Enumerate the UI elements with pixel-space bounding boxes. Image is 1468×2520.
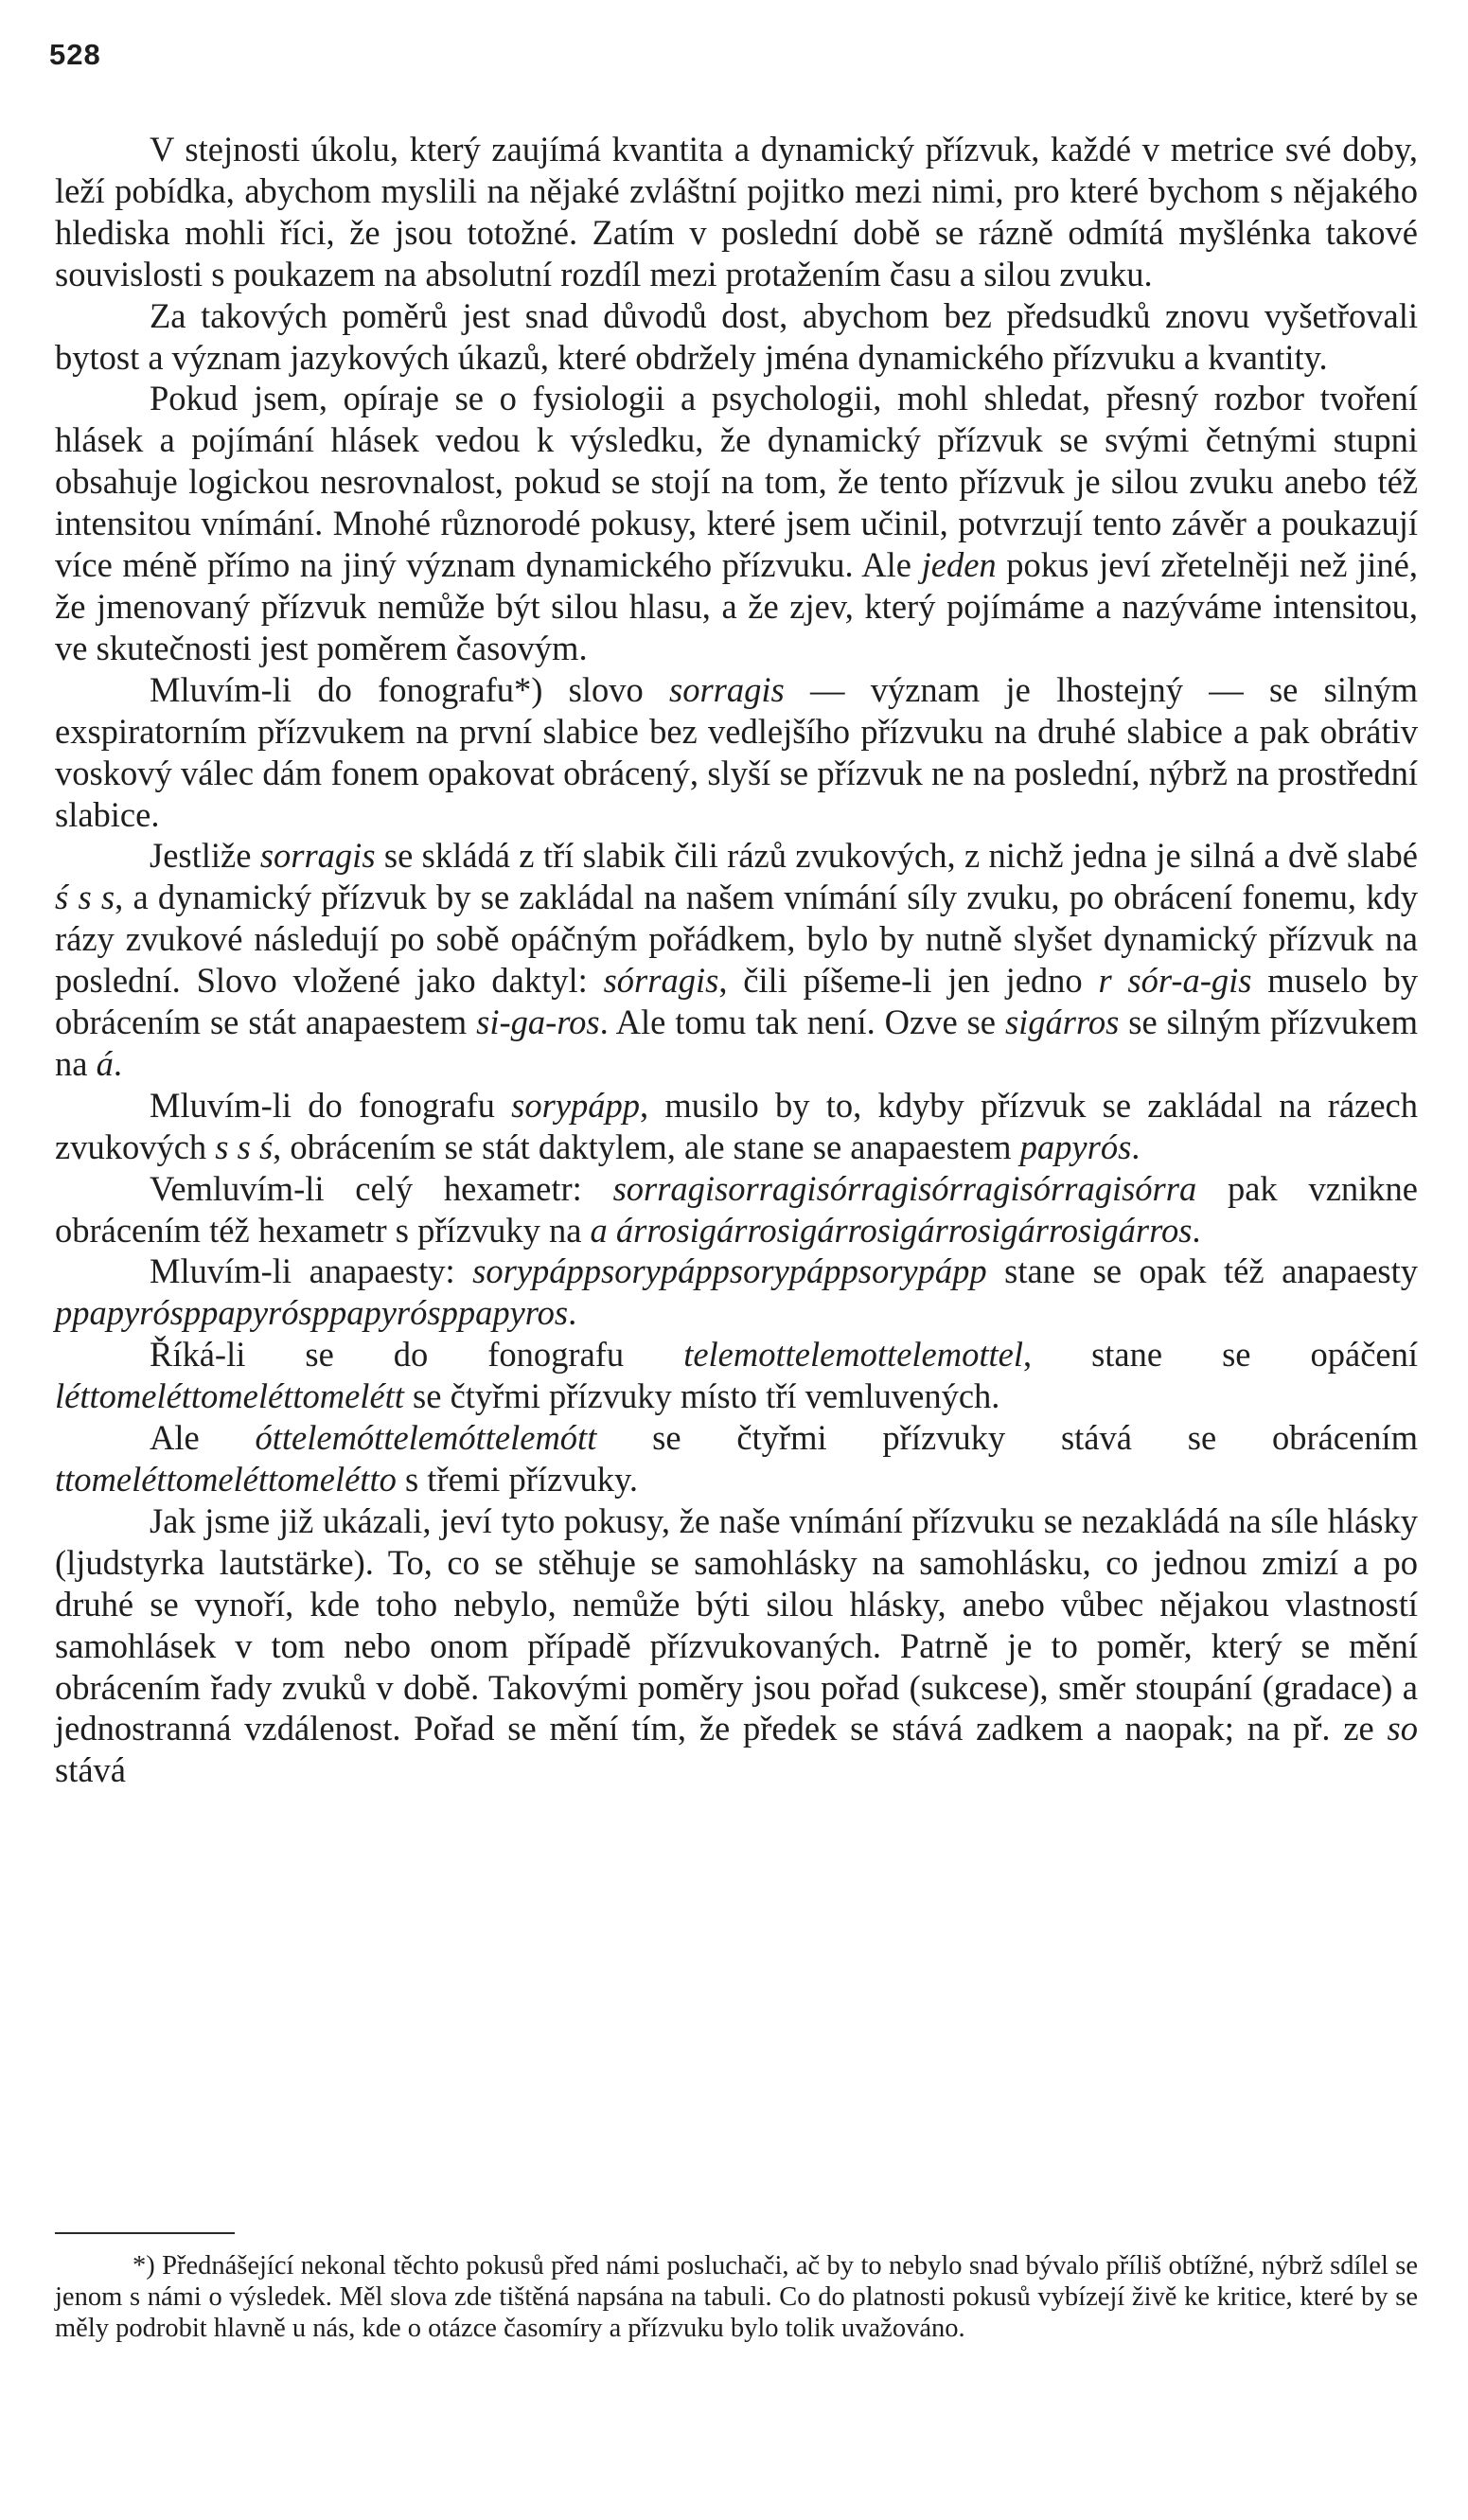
paragraph — [55, 669, 1418, 836]
paragraph — [55, 1168, 1418, 1251]
paragraph — [55, 1334, 1418, 1417]
text-run: stává — [55, 1750, 126, 1790]
text-run: , a dynamický přízvuk by se zakládal na našem vnímání síly zvuku, po obrácení fonemu, kdy rázy zvukové následují po sobě opáčným pořádkem, bylo by nutně slyšet dynamický přízvuk na poslední. Slovo vložené jako daktyl: — [55, 878, 1418, 1001]
italic-term: léttomeléttomeléttomelétt — [55, 1376, 404, 1416]
italic-term: sorypáppsorypáppsorypáppsorypápp — [472, 1251, 987, 1291]
italic-term: si-ga-ros — [476, 1003, 600, 1042]
italic-term: sigárros — [1004, 1003, 1120, 1042]
italic-term: sorragisorragisórragisórragisórragisórra — [612, 1168, 1197, 1208]
italic-term: sorragis — [669, 669, 785, 709]
footnotes — [55, 2251, 1418, 2344]
text-run: s třemi přízvuky. — [396, 1460, 638, 1499]
text-run: , obrácením se stát daktylem, ale stane se anapaestem — [273, 1127, 1020, 1166]
text-run: Mluvím-li do fonografu — [150, 1085, 512, 1125]
text-run: pak vznikne obrácením též hexametr s přízvuky na — [55, 1168, 1418, 1250]
footnote-text: *) Přednášející nekonal těchto pokusů před námi posluchači, ač by to nebylo snad bývalo příliš obtížné, nýbrž sdílel se jenom s námi o výsledek. Měl slova zde tištěná napsána na tabuli. Co do platnosti pokusů vybízejí živě ke kritice, které by se měly podrobit hlavně u nás, kde o otázce časomíry a přízvuku bylo tolik uvažováno. — [55, 2251, 1418, 2343]
text-run: Za takových poměrů jest snad důvodů dost, abychom bez předsudků znovu vyšetřovali bytost a význam jazykových úkazů, které obdržely jména dynamického přízvuku a kvantity. — [55, 295, 1418, 377]
italic-term: jeden — [921, 545, 997, 585]
text-run: . — [1131, 1127, 1141, 1166]
text-run: muselo by obrácením se stát anapaestem — [55, 961, 1418, 1042]
paragraph — [55, 295, 1418, 379]
italic-term: sórragis — [603, 961, 719, 1001]
text-run: se skládá z tří slabik čili rázů zvukových, z nichž jedna je silná a dvě slabé — [375, 836, 1419, 876]
text-run: Mluvím-li do fonografu*) slovo — [150, 669, 669, 709]
text-run: . Ale tomu tak není. Ozve se — [599, 1003, 1005, 1042]
text-run: Říká-li se do fonografu — [150, 1335, 684, 1375]
text-run: Pokud jsem, opíraje se o fysiologii a psychologii, mohl shledat, přesný rozbor tvoření hlásek a pojímání hlásek vedou k výsledku, že dynamický přízvuk se svými četnými stupni obsahuje logickou nesrovnalost, pokud se stojí na tom, že tento přízvuk je silou zvuku anebo též intensitou vnímání. Mnohé různorodé pokusy, které jsem učinil, potvrzují tento závěr a poukazují více méně přímo na jiný význam dynamického přízvuku. Ale — [55, 379, 1418, 585]
page-number: 528 — [49, 38, 101, 71]
text-run: se silným přízvukem na — [55, 1003, 1418, 1083]
text-run: Jak jsme již ukázali, jeví tyto pokusy, že naše vnímání přízvuku se nezakládá na síle hlásky (ljudstyrka lautstärke). To, co se stěhuje se samohlásky na samohlásku, co jednou zmizí a po druhé se vynoří, kde toho nebylo, nemůže býti silou hlásky, anebo vůbec nějakou vlastností samohlásek v tom nebo onom případě přízvukovaných. Patrně je to poměr, který se mění obrácením řady zvuků v době. Takovými poměry jsou pořad (sukcese), směr stoupání (gradace) a jednostranná vzdálenost. Pořad se mění tím, že předek se stává zadkem a naopak; na př. ze — [55, 1500, 1418, 1748]
italic-term: s s ś — [215, 1127, 274, 1166]
italic-term: r sór-a-gis — [1098, 961, 1252, 1001]
footnote-divider — [55, 2232, 235, 2234]
text-run: Mluvím-li anapaesty: — [150, 1251, 473, 1291]
italic-term: ppapyrósppapyrósppapyrósppapyros — [55, 1293, 569, 1333]
text-run: . — [1192, 1210, 1201, 1250]
text-run: se čtyřmi přízvuky stává se obrácením — [596, 1418, 1418, 1458]
italic-term: a árrosigárrosigárrosigárrosigárrosigárros — [590, 1210, 1193, 1250]
text-run: pokus jeví zřetelněji než jiné, že jmenovaný přízvuk nemůže být silou hlasu, a že zjev, který pojímáme a nazýváme intensitou, ve skutečnosti jest poměrem časovým. — [55, 545, 1418, 667]
text-run: V stejnosti úkolu, který zaujímá kvantita a dynamický přízvuk, každé v metrice své doby, leží pobídka, abychom myslili na nějaké zvláštní pojitko mezi nimi, pro které bychom s nějakého hlediska mohli říci, že jsou totožné. Zatím v poslední době se rázně odmítá myšlénka takové souvislosti s poukazem na absolutní rozdíl mezi protažením času a silou zvuku. — [55, 130, 1418, 293]
paragraph — [55, 1500, 1418, 1791]
italic-term: sorypápp — [511, 1085, 641, 1125]
text-run: . — [113, 1043, 122, 1083]
text-run: , stane se opáčení — [1022, 1335, 1418, 1375]
text-run: Vemluvím-li celý hexametr: — [150, 1168, 613, 1208]
italic-term: ś s s — [55, 878, 115, 917]
text-run: Jestliže — [150, 836, 260, 876]
italic-term: papyrós — [1019, 1127, 1132, 1166]
italic-term: so — [1387, 1709, 1418, 1748]
italic-term: sorragis — [259, 836, 376, 876]
text-run: , musilo by to, kdyby přízvuk se zakládal na rázech zvukových — [55, 1085, 1418, 1166]
text-run: stane se opak též anapaesty — [986, 1251, 1418, 1291]
italic-term: ttomeléttomeléttomelétto — [55, 1460, 397, 1499]
paragraph — [55, 1251, 1418, 1334]
italic-term: telemottelemottelemottel — [683, 1335, 1023, 1375]
paragraph — [55, 835, 1418, 1084]
text-run: Ale — [150, 1418, 256, 1458]
text-run: . — [568, 1293, 577, 1333]
paragraph — [55, 1085, 1418, 1168]
italic-term: óttelemóttelemóttelemótt — [255, 1418, 597, 1458]
text-run: se čtyřmi přízvuky místo tří vemluvených. — [403, 1376, 1000, 1416]
paragraph — [55, 378, 1418, 668]
body-text — [55, 129, 1418, 1791]
text-run: , čili píšeme-li jen jedno — [718, 961, 1099, 1001]
italic-term: á — [96, 1043, 114, 1083]
paragraph — [55, 129, 1418, 295]
text-run: — význam je lhostejný — se silným exspiratorním přízvukem na první slabice bez vedlejšího přízvuku na druhé slabice a pak obrátiv voskový válec dám fonem opakovat obrácený, slyší se přízvuk ne na poslední, nýbrž na prostřední slabice. — [55, 669, 1418, 834]
paragraph — [55, 1417, 1418, 1500]
